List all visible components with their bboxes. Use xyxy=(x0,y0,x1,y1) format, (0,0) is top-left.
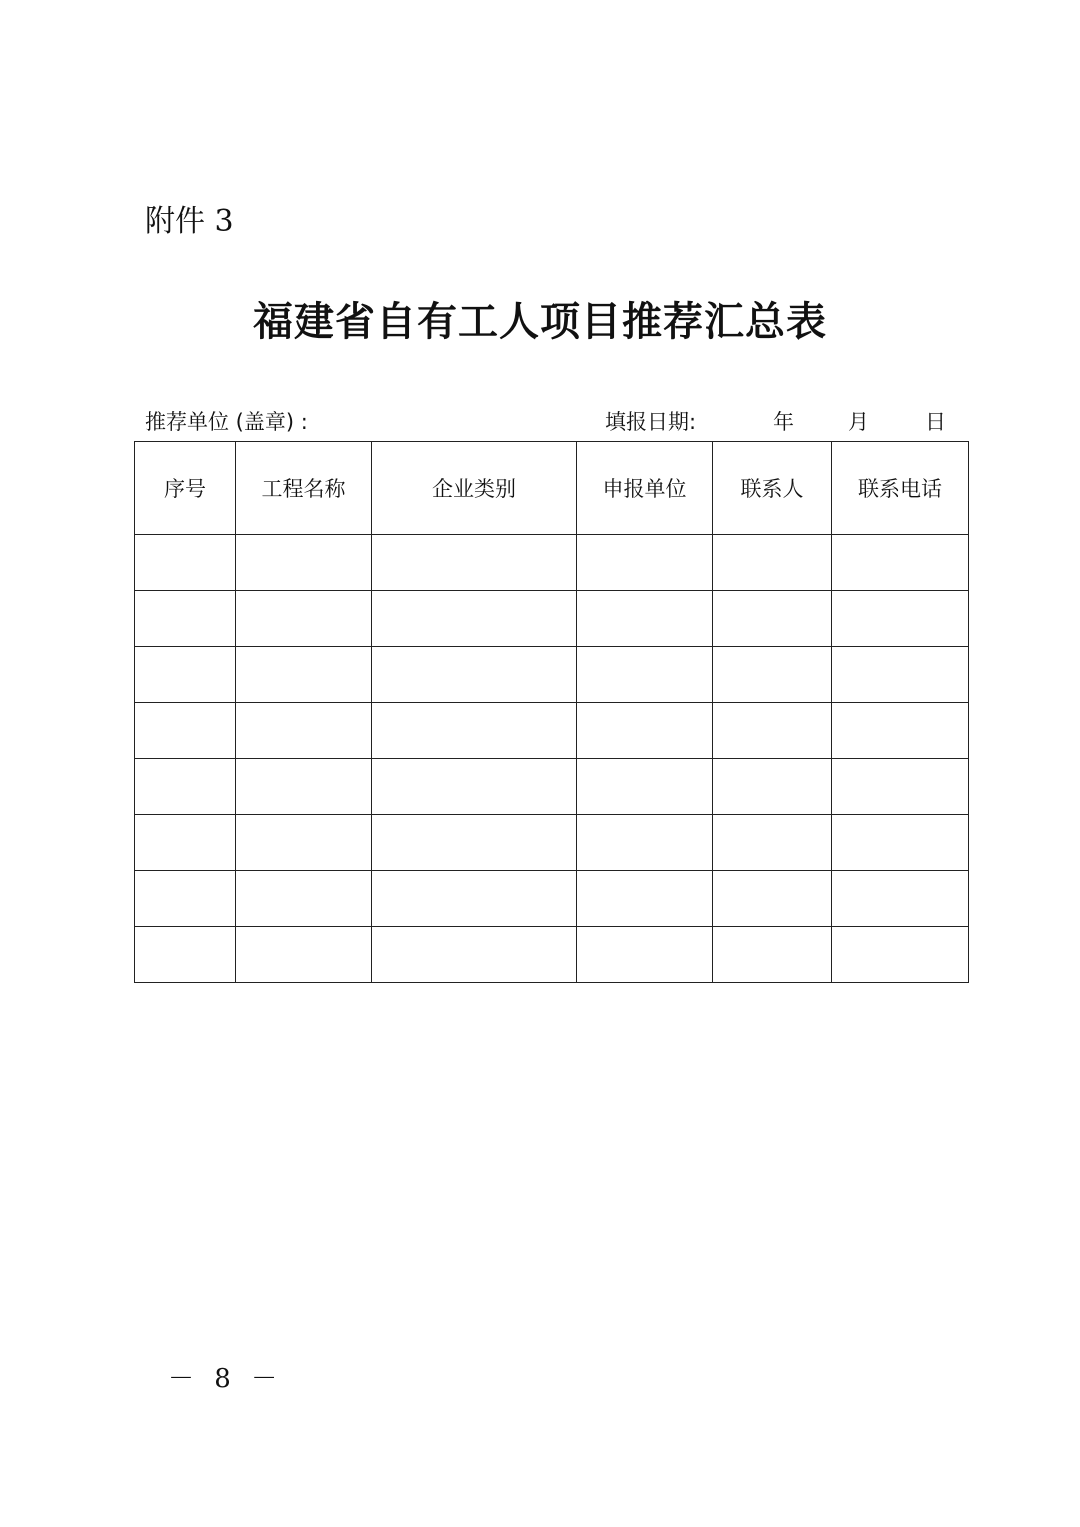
table-cell xyxy=(832,759,969,815)
document-title: 福建省自有工人项目推荐汇总表 xyxy=(253,299,827,345)
table-cell xyxy=(577,759,713,815)
table-cell xyxy=(713,647,832,703)
page-number: － 8 － xyxy=(168,1364,284,1394)
table-cell xyxy=(236,871,372,927)
table-row xyxy=(135,759,969,815)
table-cell xyxy=(135,703,236,759)
fill-date-label: 填报日期: xyxy=(605,410,697,434)
table-cell xyxy=(577,703,713,759)
table-cell xyxy=(135,591,236,647)
table-row xyxy=(135,871,969,927)
table-cell xyxy=(372,871,577,927)
column-header-serial-number: 序号 xyxy=(135,442,236,535)
table-cell xyxy=(236,647,372,703)
summary-table xyxy=(134,441,969,983)
column-header-contact-person: 联系人 xyxy=(713,442,832,535)
table-cell xyxy=(577,591,713,647)
table-cell xyxy=(832,535,969,591)
table-cell xyxy=(832,591,969,647)
table-cell xyxy=(236,815,372,871)
attachment-label: 附件 3 xyxy=(145,204,234,239)
table-cell xyxy=(135,927,236,983)
table-cell xyxy=(577,927,713,983)
table-cell xyxy=(713,871,832,927)
day-label: 日 xyxy=(925,410,946,434)
table-cell xyxy=(832,647,969,703)
table-cell xyxy=(236,759,372,815)
table-cell xyxy=(713,535,832,591)
table-cell xyxy=(713,703,832,759)
table-cell xyxy=(135,535,236,591)
form-meta-row xyxy=(145,405,945,439)
column-header-applying-unit: 申报单位 xyxy=(577,442,713,535)
table-row xyxy=(135,535,969,591)
recommending-unit-label: 推荐单位 (盖章) : xyxy=(145,410,308,434)
table-cell xyxy=(577,871,713,927)
table-cell xyxy=(832,703,969,759)
month-label: 月 xyxy=(848,410,869,434)
table-cell xyxy=(236,535,372,591)
table-cell xyxy=(832,927,969,983)
table-row xyxy=(135,927,969,983)
table-cell xyxy=(832,815,969,871)
table-cell xyxy=(135,647,236,703)
table-cell xyxy=(372,815,577,871)
table-cell xyxy=(713,591,832,647)
table-cell xyxy=(236,591,372,647)
table-cell xyxy=(577,647,713,703)
table-cell xyxy=(135,815,236,871)
table-cell xyxy=(713,815,832,871)
table-cell xyxy=(236,703,372,759)
table-cell xyxy=(236,927,372,983)
table-row xyxy=(135,815,969,871)
table-row xyxy=(135,703,969,759)
table-cell xyxy=(372,703,577,759)
table-cell xyxy=(135,871,236,927)
table-body xyxy=(135,535,969,983)
table-cell xyxy=(832,871,969,927)
column-header-project-name: 工程名称 xyxy=(236,442,372,535)
table-cell xyxy=(372,591,577,647)
table-header-row xyxy=(135,442,969,535)
column-header-contact-phone: 联系电话 xyxy=(832,442,969,535)
table-cell xyxy=(372,927,577,983)
table-row xyxy=(135,647,969,703)
table-cell xyxy=(713,927,832,983)
table-cell xyxy=(372,647,577,703)
table-cell xyxy=(372,535,577,591)
table-cell xyxy=(135,759,236,815)
table-cell xyxy=(713,759,832,815)
table-cell xyxy=(372,759,577,815)
table-row xyxy=(135,591,969,647)
table-cell xyxy=(577,815,713,871)
table-cell xyxy=(577,535,713,591)
column-header-enterprise-category: 企业类别 xyxy=(372,442,577,535)
year-label: 年 xyxy=(773,410,794,434)
